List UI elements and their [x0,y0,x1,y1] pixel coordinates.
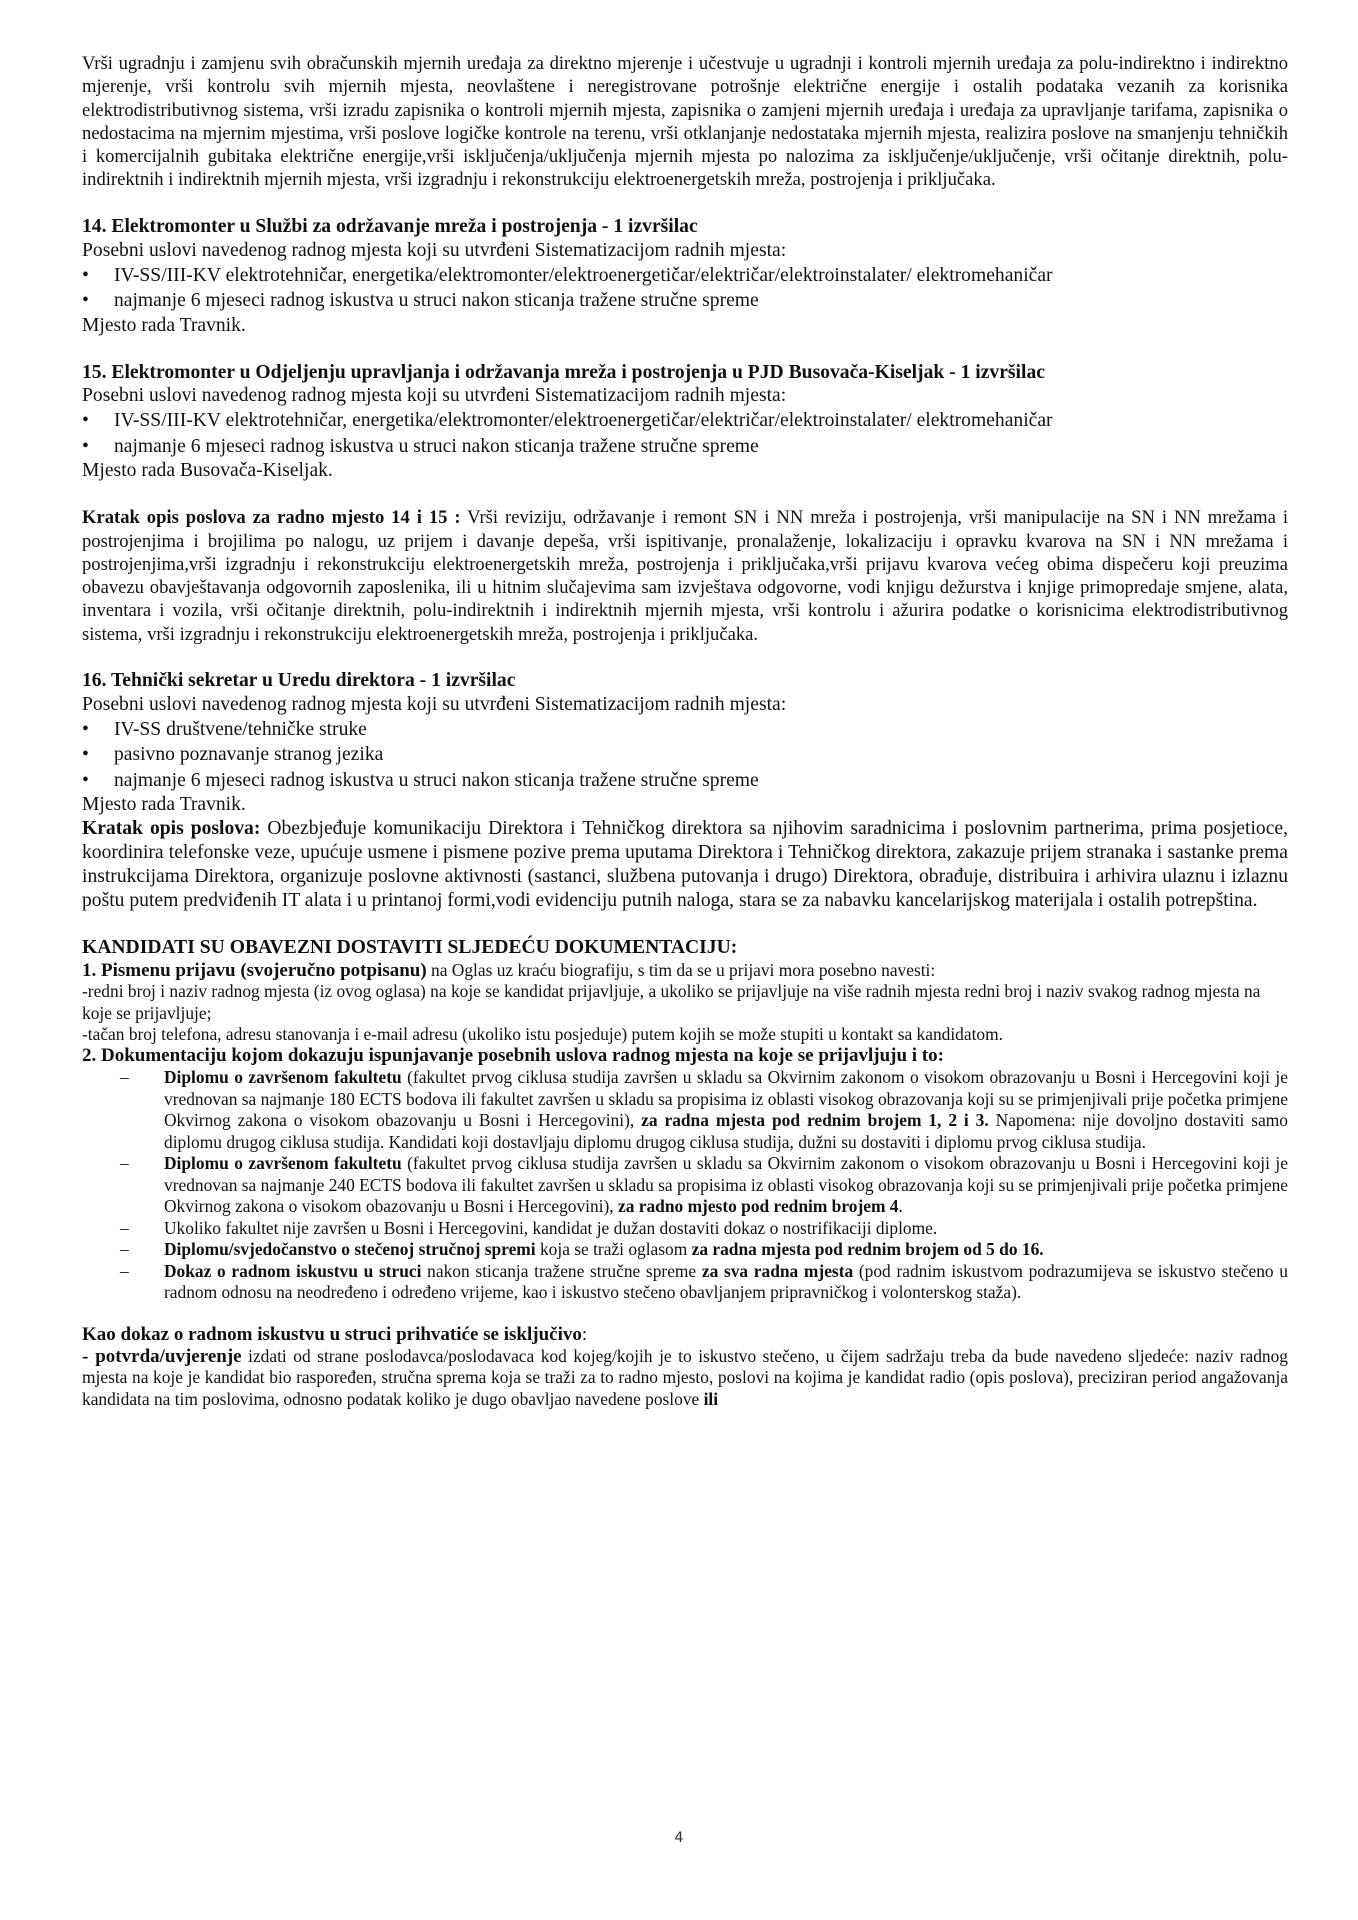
position-title: 15. Elektromonter u Odjeljenju upravljanja i održavanja mreža i postrojenja u PJD Busovača-Kiseljak - 1 izvršilac [82,361,1045,383]
condition-item: • najmanje 6 mjeseci radnog iskustva u struci nakon sticanja tražene stručne spreme [82,288,1288,314]
experience-proof [82,1324,1288,1410]
bullet-icon: • [82,744,89,766]
work-location: Mjesto rada Busovača-Kiseljak. [82,460,333,482]
document-item-1: 1. Pismenu prijavu (svojeručno potpisanu) na Oglas uz kraću biografiju, s tim da se u prijavi mora posebno navesti: [82,959,936,981]
position-15 [82,361,1288,484]
proof-text: - potvrda/uvjerenje izdati od strane poslodavca/poslodavaca kod kojeg/kojih je to iskustvo stečeno, u čijem sadržaju treba da bude navedeno sljedeće: naziv radnog mjesta na koje je kandidat bio raspoređen, stručna sprema koja se traži za to radno mjesto, poslovi na kojima je kandidat radio (opis poslova), preciziran period angažovanja kandidata na tim poslovima, odnosno podatak koliko je dugo obavljao navedene poslove ili [82,1345,1288,1409]
document-list-item: – Diplomu/svjedočanstvo o stečenoj stručnoj spremi koja se traži oglasom za radna mjesta pod rednim brojem od 5 do 16. [120,1239,1044,1260]
dash-icon: – [120,1153,129,1174]
bullet-icon: • [82,264,89,286]
bullet-icon: • [82,769,89,791]
bullet-icon: • [82,718,89,740]
documents-heading: KANDIDATI SU OBAVEZNI DOSTAVITI SLJEDEĆU DOKUMENTACIJU: [82,936,738,958]
job-description: Kratak opis poslova: Obezbjeđuje komunikaciju Direktora i Tehničkog direktora sa njihovim saradnicima i poslovnim partnerima, prima posjetioce, koordinira telefonske veze, upućuje usmene i pismene pozive prema uputama Direktora i Tehničkog direktora, zakazuje prijem stranaka i sastanke prema instrukcijama Direktora, organizuje poslovne aktivnosti (sastanci, službena putovanja i drugo) Direktora, obrađuje, distribuira i arhivira ulaznu i izlaznu poštu putem predviđenih IT alata i u printanoj formi,vodi evidenciju putnih naloga, stara se za nabavku kancelarijskog materijala i ostalih potrepština. [82,818,1288,911]
document-item-2-heading: 2. Dokumentaciju kojom dokazuju ispunjavanje posebnih uslova radnog mjesta na koje se prijavljuju i to: [82,1045,944,1067]
bullet-icon: • [82,435,89,457]
bullet-icon: • [82,290,89,312]
position-title: 14. Elektromonter u Službi za održavanje mreža i postrojenja - 1 izvršilac [82,215,698,237]
documents-list [82,1067,1288,1304]
condition-item: • IV-SS društvene/tehničke struke [82,717,1288,743]
dash-icon: – [120,1217,129,1238]
intro-paragraph: Vrši ugradnju i zamjenu svih obračunskih mjernih uređaja za direktno mjerenje i učestvuje u ugradnji i kontroli mjernih uređaja za polu-indirektno i indirektno mjerenje, vrši kontrolu svih mjernih mjesta, neovlaštene i neregistrovane potrošnje električne energije i ostalih podataka vezanih za korisnika elektrodistributivnog sistema, vrši izradu zapisnika o kontroli mjernih mjesta, zapisnika o zamjeni mjernih uređaja i uređaja za upravljanje tarifama, zapisnika o nedostacima na mjernim mjestima, vrši poslove logičke kontrole na terenu, vrši otklanjanje nedostataka mjernih mjesta, realizira poslove na smanjenju tehničkih i komercijalnih gubitaka električne energije,vrši isključenja/uključenja mjernih mjesta po nalozima za isključenje/uključenje, vrši očitanje direktnih, polu-indirektnih i indirektnih mjernih mjesta, vrši izgradnju i rekonstrukciju elektroenergetskih mreža, postrojenja i priključaka. [82,53,1288,191]
document-item-1-line: -tačan broj telefona, adresu stanovanja i e-mail adresu (ukoliko istu posjeduje) putem kojih se može stupiti u kontakt sa kandidatom. [82,1023,1003,1044]
conditions-list [82,263,1288,314]
work-location: Mjesto rada Travnik. [82,794,246,816]
condition-item: • najmanje 6 mjeseci radnog iskustva u struci nakon sticanja tražene stručne spreme [82,434,1288,460]
condition-item: • IV-SS/III-KV elektrotehničar, energetika/elektromonter/elektroenergetičar/električar/elektroinstalater/ elektromehaničar [82,408,1288,434]
conditions-list [82,717,1288,794]
required-documents [82,936,1288,1304]
conditions-intro: Posebni uslovi navedenog radnog mjesta koji su utvrđeni Sistematizacijom radnih mjesta: [82,239,787,261]
dash-icon: – [120,1260,129,1281]
document-item-1-line: -redni broj i naziv radnog mjesta (iz ovog oglasa) na koje se kandidat prijavljuje, a ukoliko se prijavljuje na više radnih mjesta redni broj i naziv svakog radnog mjesta na koje se prijavljuje; [82,981,1261,1023]
document-page [82,52,1288,1410]
dash-icon: – [120,1239,129,1260]
position-14 [82,215,1288,338]
dash-icon: – [120,1067,129,1088]
document-list-item: – Ukoliko fakultet nije završen u Bosni i Hercegovini, kandidat je dužan dostaviti dokaz o nostrifikaciji diplome. [120,1217,938,1238]
document-list-item: – Diplomu o završenom fakultetu (fakultet prvog ciklusa studija završen u skladu sa Okvirnim zakonom o visokom obrazovanju u Bosni i Hercegovini koji je vrednovan sa najmanje 180 ECTS bodova ili fakultet završen u skladu sa propisima iz oblasti visokog obrazovanja koji su se primjenjivali prije početka primjene Okvirnog zakona o visokom obazovanju u Bosni i Hercegovini), za radna mjesta pod rednim brojem 1, 2 i 3. Napomena: nije dovoljno dostaviti samo diplomu drugog ciklusa studija. Kandidati koji dostavljaju diplomu drugog ciklusa studija, dužni su dostaviti i diplomu prvog ciklusa studija. [120,1067,1289,1152]
position-16 [82,669,1288,913]
condition-item: • IV-SS/III-KV elektrotehničar, energetika/elektromonter/elektroenergetičar/električar/elektroinstalater/ elektromehaničar [82,263,1288,289]
proof-heading: Kao dokaz o radnom iskustvu u struci prihvatiće se isključivo: [82,1323,588,1345]
shared-job-description: Kratak opis poslova za radno mjesto 14 i 15 : Vrši reviziju, održavanje i remont SN i NN mreža i postrojenja, vrši manipulacije na SN i NN mrežama i postrojenjima i brojilima po nalogu, uz prijem i davanje depeša, vrši ispitivanje, pronalaženje, lokalizaciju i opravku kvarova na SN i NN mrežama i postrojenjima,vrši izgradnju i rekonstrukciju elektroenergetskih mreža, postrojenja i priključaka,vrši prijavu kvarova većeg obima dispečeru koji preuzima obavezu obavještavanja odgovornih zaposlenika, ili u hitnim slučajevima sam izvještava odgovorne, vodi knjigu dežurstva i knjige primopredaje smjene, alata, inventara i vozila, vrši očitanje direktnih, polu-indirektnih i indirektnih mjernih mjesta, vrši kontrolu i ažurira podatke o korisnicima elektrodistributivnog sistema, vrši izgradnju i rekonstrukciju elektroenergetskih mreža, postrojenja i priključaka. [82,507,1289,645]
bullet-icon: • [82,410,89,432]
condition-item: • najmanje 6 mjeseci radnog iskustva u struci nakon sticanja tražene stručne spreme [82,768,1288,794]
document-list-item: – Dokaz o radnom iskustvu u struci nakon sticanja tražene stručne spreme za sva radna mjesta (pod radnim iskustvom podrazumijeva se iskustvo stečeno u radnom odnosu na neodređeno i određeno vrijeme, kao i iskustvo stečeno obavljanjem pripravničkog i volonterskog staža). [120,1260,1288,1303]
work-location: Mjesto rada Travnik. [82,314,246,336]
conditions-intro: Posebni uslovi navedenog radnog mjesta koji su utvrđeni Sistematizacijom radnih mjesta: [82,693,787,715]
conditions-list [82,408,1288,459]
position-title: 16. Tehnički sekretar u Uredu direktora - 1 izvršilac [82,670,516,691]
conditions-intro: Posebni uslovi navedenog radnog mjesta koji su utvrđeni Sistematizacijom radnih mjesta: [82,385,787,407]
document-list-item: – Diplomu o završenom fakultetu (fakultet prvog ciklusa studija završen u skladu sa Okvirnim zakonom o visokom obrazovanju u Bosni i Hercegovini koji je vrednovan sa najmanje 240 ECTS bodova ili fakultet završen u skladu sa propisima iz oblasti visokog obrazovanja koji su se primjenjivali prije početka primjene Okvirnog zakona o visokom obazovanju u Bosni i Hercegovini), za radno mjesto pod rednim brojem 4. [120,1153,1288,1217]
page-number: 4 [674,1830,684,1846]
condition-item: • pasivno poznavanje stranog jezika [82,742,1288,768]
